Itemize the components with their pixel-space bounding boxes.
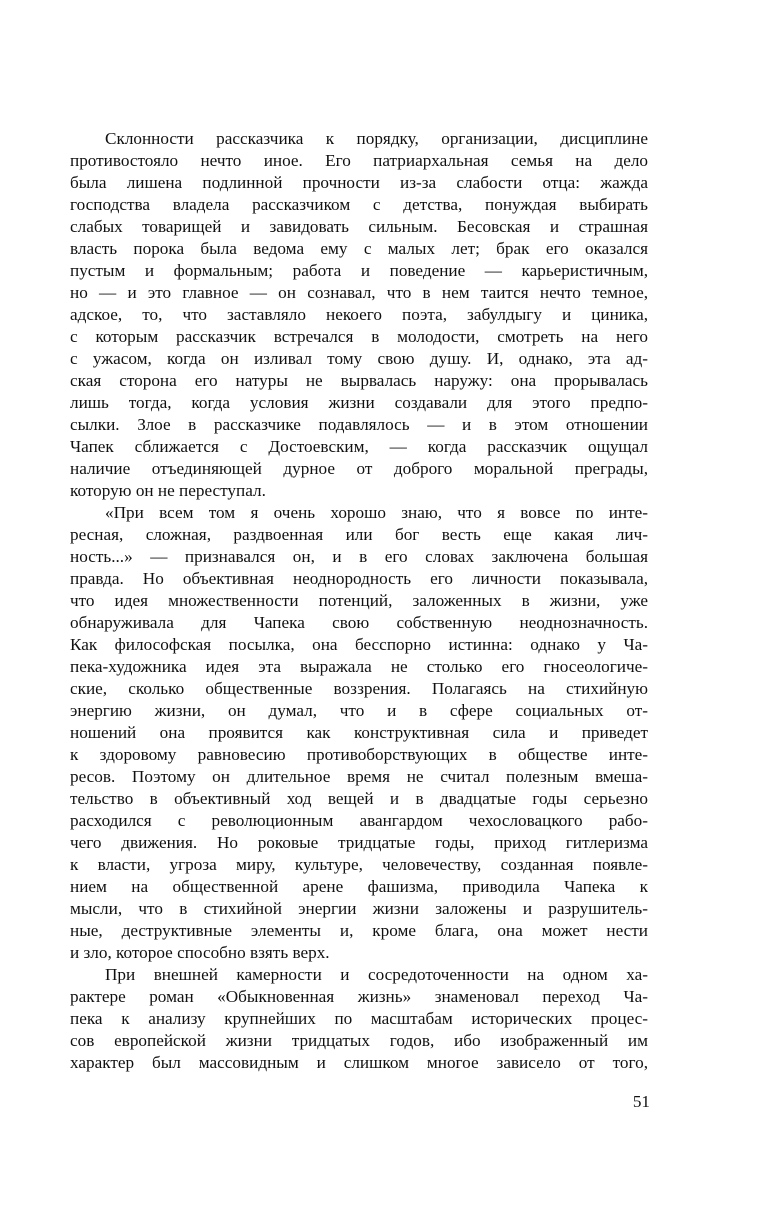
text-line: чего движения. Но роковые тридцатые годы, приход гитлеризма <box>70 833 648 852</box>
text-line: ные, деструктивные элементы и, кроме блага, она может нести <box>70 921 648 940</box>
paragraph <box>70 128 648 502</box>
text-line: нием на общественной арене фашизма, приводила Чапека к <box>70 877 648 896</box>
text-line: энергию жизни, он думал, что и в сфере социальных от- <box>70 701 648 720</box>
text-line: слабых товарищей и завидовать сильным. Бесовская и страшная <box>70 217 648 236</box>
text-line: ресов. Поэтому он длительное время не считал полезным вмеша- <box>70 767 648 786</box>
text-line: Чапек сближается с Достоевским, — когда рассказчик ощущал <box>70 437 648 456</box>
page-number: 51 <box>632 1092 650 1111</box>
text-line: и зло, которое способно взять верх. <box>70 943 330 962</box>
text-line: сов европейской жизни тридцатых годов, ибо изображенный им <box>70 1031 648 1050</box>
text-line: адское, то, что заставляло некоего поэта, забулдыгу и циника, <box>70 305 648 324</box>
text-line: сылки. Злое в рассказчике подавлялось — и в этом отношении <box>70 415 648 434</box>
text-line: с ужасом, когда он изливал тому свою душу. И, однако, эта ад- <box>70 349 648 368</box>
text-line: с которым рассказчик встречался в молодости, смотреть на него <box>70 327 648 346</box>
text-line: «При всем том я очень хорошо знаю, что я вовсе по инте- <box>105 503 648 522</box>
text-line: была лишена подлинной прочности из-за слабости отца: жажда <box>70 173 648 192</box>
text-line: к здоровому равновесию противоборствующих в обществе инте- <box>70 745 648 764</box>
text-line: наличие отъединяющей дурное от доброго моральной преграды, <box>70 459 648 478</box>
text-line: мысли, что в стихийной энергии жизни заложены и разрушитель- <box>70 899 648 918</box>
text-line: ность...» — признавался он, и в его словах заключена большая <box>70 547 648 566</box>
text-line: что идея множественности потенций, заложенных в жизни, уже <box>70 591 648 610</box>
text-line: При внешней камерности и сосредоточенности на одном ха- <box>105 965 648 984</box>
text-line: лишь тогда, когда условия жизни создавали для этого предпо- <box>70 393 648 412</box>
text-line: ресная, сложная, раздвоенная или бог весть еще какая лич- <box>70 525 648 544</box>
text-line: но — и это главное — он сознавал, что в нем таится нечто темное, <box>70 283 648 302</box>
text-line: Склонности рассказчика к порядку, организации, дисциплине <box>105 129 648 148</box>
text-line: к власти, угроза миру, культуре, человечеству, созданная появле- <box>70 855 648 874</box>
text-line: ские, сколько общественные воззрения. Полагаясь на стихийную <box>70 679 648 698</box>
text-line: пустым и формальным; работа и поведение — карьеристичным, <box>70 261 648 280</box>
text-line: Как философская посылка, она бесспорно истинна: однако у Ча- <box>70 635 648 654</box>
paragraph <box>70 502 648 964</box>
text-line: рактере роман «Обыкновенная жизнь» знаменовал переход Ча- <box>70 987 648 1006</box>
text-line: пека к анализу крупнейших по масштабам исторических процес- <box>70 1009 648 1028</box>
text-line: господства владела рассказчиком с детства, понуждая выбирать <box>70 195 648 214</box>
text-line: тельство в объективный ход вещей и в двадцатые годы серьезно <box>70 789 648 808</box>
text-line: которую он не переступал. <box>70 481 266 500</box>
text-line: ская сторона его натуры не вырвалась наружу: она прорывалась <box>70 371 648 390</box>
text-line: правда. Но объективная неоднородность его личности показывала, <box>70 569 648 588</box>
text-line: расходился с революционным авангардом чехословацкого рабо- <box>70 811 648 830</box>
body-text <box>70 128 648 1074</box>
text-line: противостояло нечто иное. Его патриархальная семья на дело <box>70 151 648 170</box>
text-line: ношений она проявится как конструктивная сила и приведет <box>70 723 648 742</box>
text-line: пека-художника идея эта выражала не столько его гносеологиче- <box>70 657 648 676</box>
paragraph <box>70 964 648 1074</box>
text-line: власть порока была ведома ему с малых лет; брак его оказался <box>70 239 648 258</box>
text-line: обнаруживала для Чапека свою собственную неоднозначность. <box>70 613 648 632</box>
text-line: характер был массовидным и слишком многое зависело от того, <box>70 1053 648 1072</box>
